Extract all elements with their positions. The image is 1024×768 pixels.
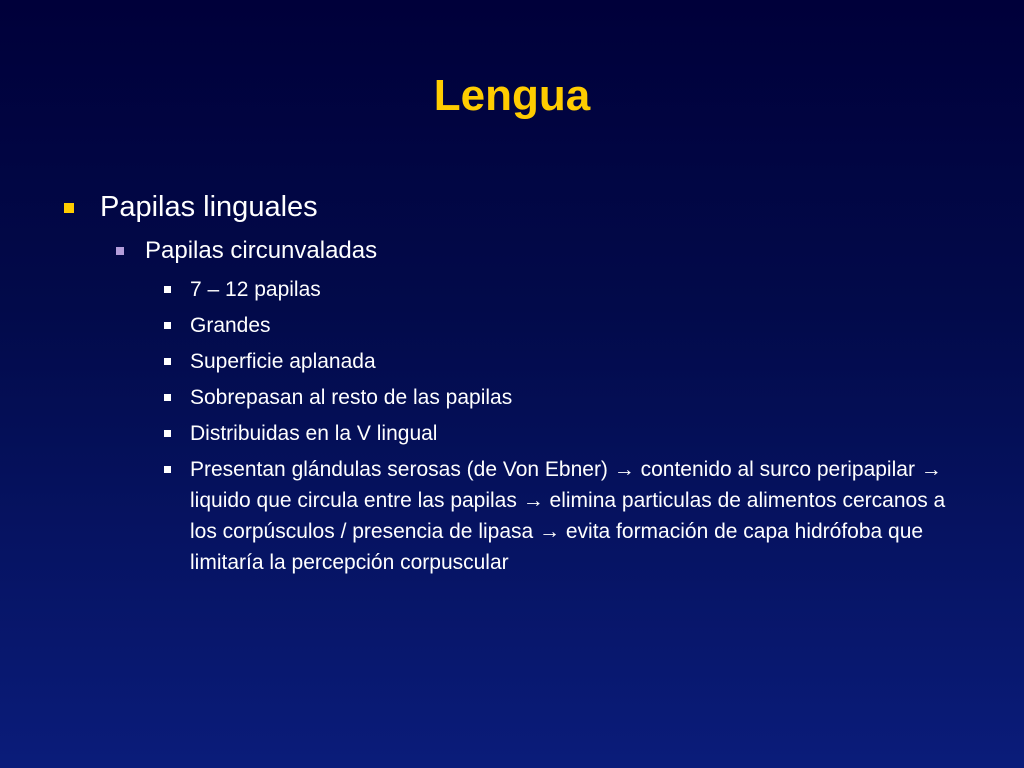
list-item (162, 418, 962, 449)
list-item (162, 310, 962, 341)
list-item (162, 382, 962, 413)
level3-bullet-icon (164, 394, 171, 401)
list-item (162, 346, 962, 377)
list-item (162, 454, 962, 578)
level3-list (162, 274, 962, 583)
level3-bullet-icon (164, 466, 171, 473)
list-item (162, 274, 962, 305)
list-item-text: Sobrepasan al resto de las papilas (190, 386, 513, 409)
list-item-text: Grandes (190, 314, 271, 337)
level1-bullet-icon (64, 203, 74, 213)
level3-bullet-icon (164, 430, 171, 437)
level3-bullet-icon (164, 322, 171, 329)
bullet-level2: Papilas circunvaladas (145, 237, 378, 264)
list-item-text: Superficie aplanada (190, 350, 376, 373)
level3-bullet-icon (164, 286, 171, 293)
list-item-text: Distribuidas en la V lingual (190, 422, 438, 445)
level2-bullet-icon (116, 247, 124, 255)
list-item-text: Presentan glándulas serosas (de Von Ebner) → contenido al surco peripapilar → liquido que circula entre las papilas → elimina particulas de alimentos cercanos a los corpúsculos / presencia de lipasa → evita formación de capa hidrófoba que limitaría la percepción corpuscular (190, 458, 946, 574)
bullet-level1: Papilas linguales (100, 191, 318, 223)
list-item-text: 7 – 12 papilas (190, 278, 321, 301)
level3-bullet-icon (164, 358, 171, 365)
slide-title: Lengua (433, 71, 591, 120)
